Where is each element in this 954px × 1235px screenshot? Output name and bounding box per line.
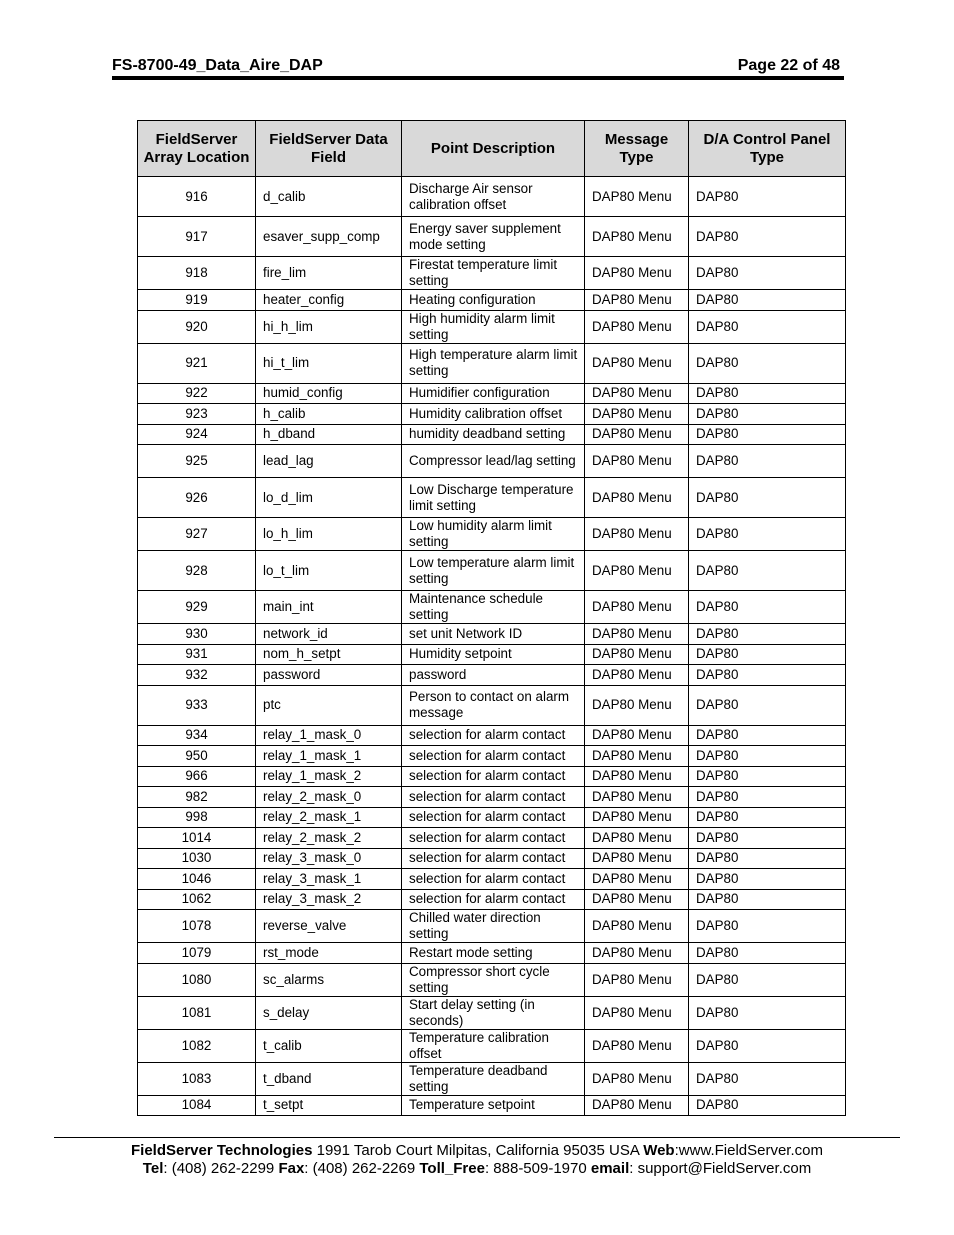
cell-data-field: rst_mode [256,943,402,964]
footer-fax-value: : (408) 262-2269 [304,1160,420,1177]
cell-array-location: 1080 [138,963,256,996]
cell-message-type: DAP80 Menu [585,766,689,787]
table-row [138,725,846,746]
table-body [138,177,846,1116]
cell-message-type: DAP80 Menu [585,177,689,217]
table-row [138,787,846,808]
cell-message-type: DAP80 Menu [585,310,689,343]
cell-data-field: relay_1_mask_1 [256,746,402,767]
cell-array-location: 932 [138,665,256,686]
cell-point-description: selection for alarm contact [402,787,585,808]
cell-message-type: DAP80 Menu [585,1095,689,1116]
footer-company: FieldServer Technologies [131,1142,313,1159]
cell-data-field: sc_alarms [256,963,402,996]
cell-point-description: Temperature calibration offset [402,1029,585,1062]
cell-panel-type: DAP80 [689,644,846,665]
cell-panel-type: DAP80 [689,177,846,217]
cell-panel-type: DAP80 [689,996,846,1029]
header-rule [112,76,844,80]
table-row [138,848,846,869]
cell-point-description: Compressor short cycle setting [402,963,585,996]
cell-panel-type: DAP80 [689,943,846,964]
cell-message-type: DAP80 Menu [585,963,689,996]
cell-message-type: DAP80 Menu [585,665,689,686]
cell-data-field: heater_config [256,290,402,311]
cell-point-description: Humidity setpoint [402,644,585,665]
table-row [138,624,846,645]
cell-array-location: 931 [138,644,256,665]
cell-point-description: Compressor lead/lag setting [402,445,585,478]
cell-point-description: High temperature alarm limit setting [402,343,585,383]
cell-panel-type: DAP80 [689,746,846,767]
cell-message-type: DAP80 Menu [585,445,689,478]
table-row [138,343,846,383]
cell-message-type: DAP80 Menu [585,746,689,767]
cell-data-field: t_setpt [256,1095,402,1116]
cell-data-field: reverse_valve [256,910,402,943]
cell-message-type: DAP80 Menu [585,290,689,311]
col-header-message-type: Message Type [585,121,689,177]
cell-point-description: set unit Network ID [402,624,585,645]
cell-panel-type: DAP80 [689,290,846,311]
footer-fax-label: Fax [278,1160,305,1177]
cell-data-field: esaver_supp_comp [256,217,402,257]
table-row [138,828,846,849]
cell-array-location: 918 [138,257,256,290]
cell-panel-type: DAP80 [689,665,846,686]
cell-message-type: DAP80 Menu [585,518,689,551]
cell-point-description: Restart mode setting [402,943,585,964]
cell-message-type: DAP80 Menu [585,644,689,665]
cell-data-field: nom_h_setpt [256,644,402,665]
footer-email-link[interactable]: : support@FieldServer.com [629,1160,812,1177]
table-row [138,1029,846,1062]
cell-array-location: 998 [138,807,256,828]
table-row [138,478,846,518]
cell-point-description: selection for alarm contact [402,848,585,869]
cell-point-description: Humidity calibration offset [402,404,585,425]
table-row [138,685,846,725]
cell-array-location: 1079 [138,943,256,964]
cell-point-description: Temperature setpoint [402,1095,585,1116]
cell-data-field: relay_3_mask_0 [256,848,402,869]
cell-data-field: lo_t_lim [256,551,402,591]
cell-data-field: relay_3_mask_2 [256,889,402,910]
cell-panel-type: DAP80 [689,1062,846,1095]
cell-panel-type: DAP80 [689,445,846,478]
table-row [138,943,846,964]
cell-point-description: Humidifier configuration [402,383,585,404]
cell-data-field: password [256,665,402,686]
cell-message-type: DAP80 Menu [585,478,689,518]
cell-panel-type: DAP80 [689,257,846,290]
cell-array-location: 1084 [138,1095,256,1116]
cell-panel-type: DAP80 [689,963,846,996]
cell-data-field: main_int [256,591,402,624]
cell-message-type: DAP80 Menu [585,910,689,943]
cell-message-type: DAP80 Menu [585,424,689,445]
cell-message-type: DAP80 Menu [585,996,689,1029]
cell-message-type: DAP80 Menu [585,848,689,869]
footer-web-link[interactable]: :www.FieldServer.com [674,1142,823,1159]
cell-panel-type: DAP80 [689,424,846,445]
footer-email-label: email [590,1160,630,1177]
table-row [138,766,846,787]
cell-point-description: selection for alarm contact [402,807,585,828]
cell-message-type: DAP80 Menu [585,257,689,290]
table-row [138,518,846,551]
cell-data-field: relay_3_mask_1 [256,869,402,890]
cell-point-description: Low humidity alarm limit setting [402,518,585,551]
cell-message-type: DAP80 Menu [585,807,689,828]
page-footer [54,1142,900,1178]
cell-message-type: DAP80 Menu [585,624,689,645]
cell-message-type: DAP80 Menu [585,787,689,808]
cell-panel-type: DAP80 [689,343,846,383]
cell-data-field: lo_d_lim [256,478,402,518]
cell-data-field: relay_1_mask_0 [256,725,402,746]
footer-address: 1991 Tarob Court Milpitas, California 95035 USA [312,1142,644,1159]
table-row [138,551,846,591]
cell-message-type: DAP80 Menu [585,1029,689,1062]
cell-array-location: 917 [138,217,256,257]
cell-array-location: 1046 [138,869,256,890]
cell-point-description: Maintenance schedule setting [402,591,585,624]
cell-data-field: relay_2_mask_1 [256,807,402,828]
cell-message-type: DAP80 Menu [585,869,689,890]
cell-array-location: 925 [138,445,256,478]
cell-point-description: Energy saver supplement mode setting [402,217,585,257]
footer-tollfree-value: : 888-509-1970 [484,1160,591,1177]
cell-message-type: DAP80 Menu [585,383,689,404]
cell-point-description: Heating configuration [402,290,585,311]
table-row [138,746,846,767]
cell-panel-type: DAP80 [689,889,846,910]
cell-data-field: humid_config [256,383,402,404]
cell-message-type: DAP80 Menu [585,1062,689,1095]
cell-array-location: 924 [138,424,256,445]
footer-tel-label: Tel [142,1160,164,1177]
data-points-table [137,120,846,1116]
cell-panel-type: DAP80 [689,848,846,869]
cell-message-type: DAP80 Menu [585,591,689,624]
col-header-point-description: Point Description [402,121,585,177]
document-id: FS-8700-49_Data_Aire_DAP [112,57,323,74]
table-row [138,591,846,624]
table-row [138,644,846,665]
table-row [138,807,846,828]
table-row [138,665,846,686]
cell-array-location: 922 [138,383,256,404]
cell-panel-type: DAP80 [689,478,846,518]
cell-point-description: Start delay setting (in seconds) [402,996,585,1029]
cell-point-description: High humidity alarm limit setting [402,310,585,343]
cell-message-type: DAP80 Menu [585,725,689,746]
cell-point-description: Temperature deadband setting [402,1062,585,1095]
table-row [138,1062,846,1095]
cell-data-field: network_id [256,624,402,645]
cell-panel-type: DAP80 [689,383,846,404]
cell-point-description: Chilled water direction setting [402,910,585,943]
cell-data-field: lo_h_lim [256,518,402,551]
cell-panel-type: DAP80 [689,766,846,787]
cell-panel-type: DAP80 [689,725,846,746]
cell-point-description: selection for alarm contact [402,766,585,787]
cell-panel-type: DAP80 [689,787,846,808]
cell-message-type: DAP80 Menu [585,685,689,725]
cell-array-location: 921 [138,343,256,383]
cell-point-description: Person to contact on alarm message [402,685,585,725]
cell-array-location: 1081 [138,996,256,1029]
cell-array-location: 1078 [138,910,256,943]
cell-array-location: 934 [138,725,256,746]
cell-point-description: Firestat temperature limit setting [402,257,585,290]
col-header-panel-type: D/A Control Panel Type [689,121,846,177]
cell-message-type: DAP80 Menu [585,404,689,425]
cell-panel-type: DAP80 [689,310,846,343]
cell-array-location: 933 [138,685,256,725]
table-header-row [138,121,846,177]
table-row [138,404,846,425]
table-row [138,424,846,445]
cell-array-location: 966 [138,766,256,787]
cell-array-location: 1030 [138,848,256,869]
cell-data-field: s_delay [256,996,402,1029]
cell-panel-type: DAP80 [689,518,846,551]
footer-web-label: Web [643,1142,675,1159]
footer-line-1 [54,1142,900,1160]
cell-panel-type: DAP80 [689,1095,846,1116]
cell-array-location: 1062 [138,889,256,910]
footer-line-2 [54,1160,900,1178]
table-row [138,257,846,290]
table-row [138,869,846,890]
footer-rule [54,1137,900,1138]
cell-data-field: t_calib [256,1029,402,1062]
cell-panel-type: DAP80 [689,869,846,890]
footer-tollfree-label: Toll_Free [419,1160,485,1177]
cell-array-location: 1014 [138,828,256,849]
cell-array-location: 916 [138,177,256,217]
cell-data-field: h_calib [256,404,402,425]
cell-data-field: lead_lag [256,445,402,478]
cell-point-description: humidity deadband setting [402,424,585,445]
cell-array-location: 929 [138,591,256,624]
cell-data-field: t_dband [256,1062,402,1095]
table-row [138,889,846,910]
cell-data-field: relay_2_mask_2 [256,828,402,849]
cell-data-field: h_dband [256,424,402,445]
page-header [112,56,844,76]
page-number: Page 22 of 48 [737,57,840,74]
cell-panel-type: DAP80 [689,591,846,624]
table-row [138,383,846,404]
cell-panel-type: DAP80 [689,685,846,725]
cell-message-type: DAP80 Menu [585,217,689,257]
cell-message-type: DAP80 Menu [585,889,689,910]
cell-panel-type: DAP80 [689,910,846,943]
cell-point-description: selection for alarm contact [402,869,585,890]
cell-array-location: 1083 [138,1062,256,1095]
cell-point-description: Low Discharge temperature limit setting [402,478,585,518]
cell-array-location: 919 [138,290,256,311]
cell-data-field: fire_lim [256,257,402,290]
cell-panel-type: DAP80 [689,807,846,828]
col-header-data-field: FieldServer Data Field [256,121,402,177]
cell-message-type: DAP80 Menu [585,828,689,849]
cell-message-type: DAP80 Menu [585,551,689,591]
table-row [138,177,846,217]
cell-data-field: ptc [256,685,402,725]
col-header-array-location: FieldServer Array Location [138,121,256,177]
table-row [138,290,846,311]
table-row [138,217,846,257]
cell-data-field: hi_h_lim [256,310,402,343]
table-row [138,963,846,996]
cell-array-location: 926 [138,478,256,518]
cell-data-field: d_calib [256,177,402,217]
cell-data-field: relay_2_mask_0 [256,787,402,808]
table-row [138,1095,846,1116]
cell-message-type: DAP80 Menu [585,343,689,383]
cell-point-description: selection for alarm contact [402,725,585,746]
cell-array-location: 982 [138,787,256,808]
cell-panel-type: DAP80 [689,828,846,849]
cell-point-description: password [402,665,585,686]
table-row [138,445,846,478]
table-row [138,996,846,1029]
cell-point-description: selection for alarm contact [402,746,585,767]
footer-tel-value: : (408) 262-2299 [163,1160,279,1177]
cell-array-location: 950 [138,746,256,767]
cell-point-description: selection for alarm contact [402,889,585,910]
cell-array-location: 930 [138,624,256,645]
table-row [138,910,846,943]
cell-point-description: Discharge Air sensor calibration offset [402,177,585,217]
cell-data-field: hi_t_lim [256,343,402,383]
cell-panel-type: DAP80 [689,624,846,645]
cell-message-type: DAP80 Menu [585,943,689,964]
cell-array-location: 923 [138,404,256,425]
table-row [138,310,846,343]
cell-point-description: Low temperature alarm limit setting [402,551,585,591]
cell-panel-type: DAP80 [689,1029,846,1062]
cell-array-location: 927 [138,518,256,551]
cell-panel-type: DAP80 [689,217,846,257]
cell-data-field: relay_1_mask_2 [256,766,402,787]
cell-panel-type: DAP80 [689,551,846,591]
cell-panel-type: DAP80 [689,404,846,425]
cell-array-location: 920 [138,310,256,343]
cell-array-location: 928 [138,551,256,591]
cell-array-location: 1082 [138,1029,256,1062]
cell-point-description: selection for alarm contact [402,828,585,849]
